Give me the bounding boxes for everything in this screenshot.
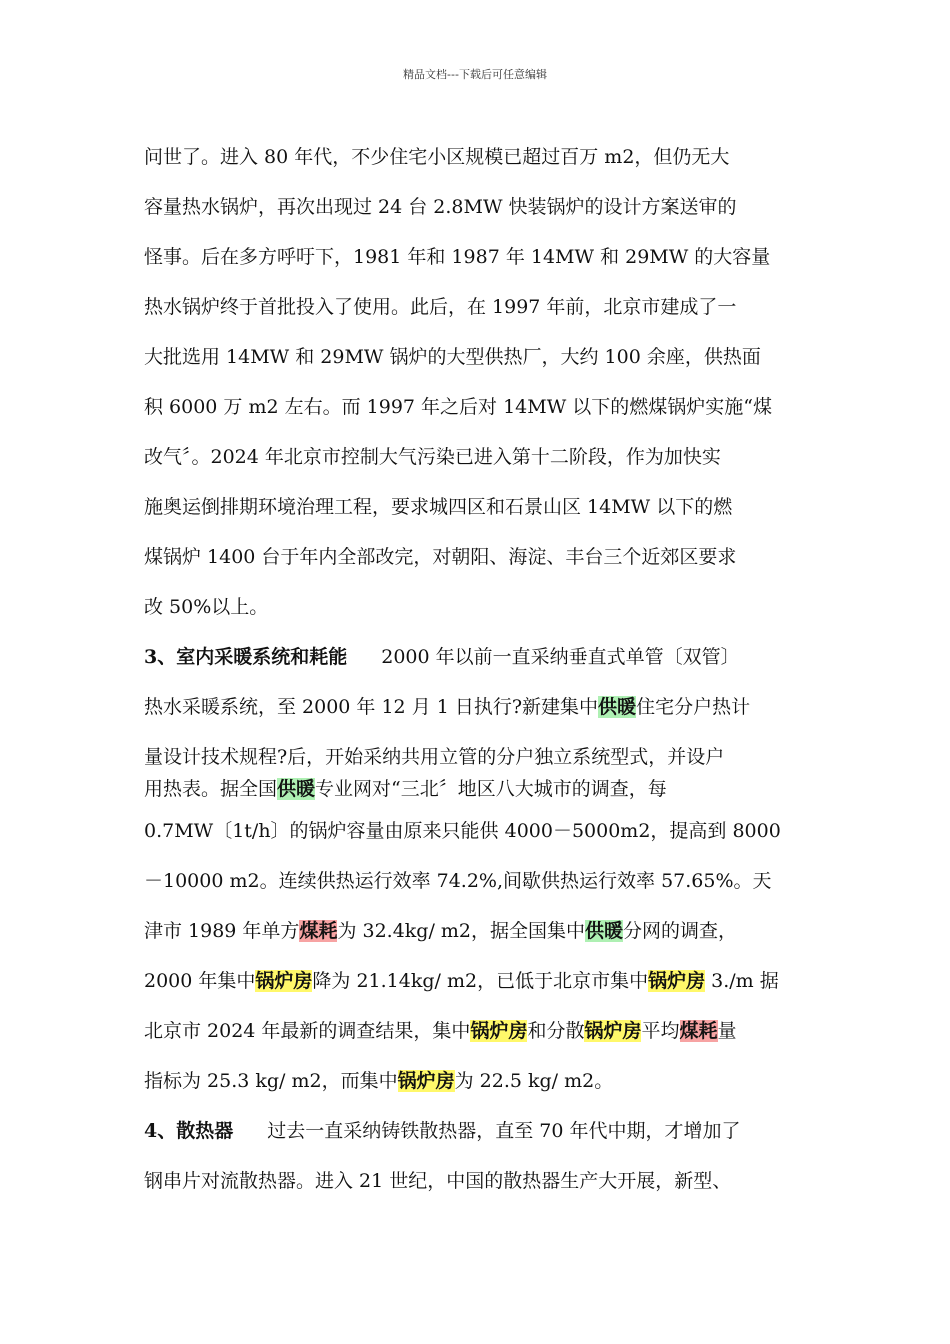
- highlight-boiler-room: 锅炉房: [470, 1020, 528, 1042]
- paragraph-line: [144, 956, 814, 1006]
- highlight-heating: 供暖: [585, 920, 624, 942]
- paragraph-line: 问世了。进入 80 年代，不少住宅小区规模已超过百万 m2，但仍无大: [144, 146, 730, 168]
- highlight-coal: 煤耗: [679, 1020, 718, 1042]
- paragraph-line: 0.7MW〔1t/h〕的锅炉容量由原来只能供 4000－5000m2，提高到 8000: [144, 820, 781, 842]
- highlight-heating: 供暖: [277, 778, 316, 800]
- highlight-boiler-room: 锅炉房: [397, 1070, 455, 1092]
- paragraph-line: 积 6000 万 m2 左右。而 1997 年之后对 14MW 以下的燃煤锅炉实施“煤: [144, 396, 773, 418]
- text-run: 津市 1989 年单方: [144, 920, 300, 942]
- text-run: 热水采暖系统，至 2000 年 12 月 1 日执行?新建集中: [144, 696, 599, 718]
- paragraph-line: [144, 682, 814, 732]
- text-run: 用热表。据全国: [144, 778, 278, 800]
- text-run: 和分散: [527, 1020, 585, 1042]
- paragraph-line: 容量热水锅炉，再次出现过 24 台 2.8MW 快装锅炉的设计方案送审的: [144, 196, 737, 218]
- text-run: 分网的调查，: [623, 920, 738, 942]
- highlight-boiler-room: 锅炉房: [648, 970, 706, 992]
- text-run: 北京市 2024 年最新的调查结果，集中: [144, 1020, 471, 1042]
- paragraph-line: [144, 906, 814, 956]
- paragraph-line: 钢串片对流散热器。进入 21 世纪，中国的散热器生产大开展，新型、: [144, 1170, 732, 1192]
- paragraph-line: 量设计技术规程?后，开始采纳共用立管的分户独立系统型式，并设户: [144, 746, 725, 768]
- paragraph-line: 改 50%以上。: [144, 596, 269, 618]
- text-run: 为 22.5 kg/ m2。: [454, 1070, 614, 1092]
- text-run: 平均: [641, 1020, 680, 1042]
- text-run: 住宅分户热计: [636, 696, 751, 718]
- text-run: 2000 年集中: [144, 970, 256, 992]
- section-4-first-line: [144, 1106, 814, 1156]
- text-run: 专业网对“三北〞地区八大城市的调查，每: [315, 778, 667, 800]
- text-run: 3./m 据: [705, 970, 779, 992]
- paragraph-line: 大批选用 14MW 和 29MW 锅炉的大型供热厂，大约 100 余座，供热面: [144, 346, 761, 368]
- text-run: 量: [717, 1020, 737, 1042]
- paragraph-line: 热水锅炉终于首批投入了使用。此后，在 1997 年前，北京市建成了一: [144, 296, 737, 318]
- text-run: 降为 21.14kg/ m2，已低于北京市集中: [312, 970, 649, 992]
- paragraph-line: [144, 1056, 814, 1106]
- section-4-heading: 4、散热器: [144, 1120, 234, 1142]
- highlight-boiler-room: 锅炉房: [584, 1020, 642, 1042]
- highlight-boiler-room: 锅炉房: [255, 970, 313, 992]
- paragraph-line: 煤锅炉 1400 台于年内全部改完，对朝阳、海淀、丰台三个近郊区要求: [144, 546, 737, 568]
- text-run: 2000 年以前一直采纳垂直式单管〔双管〕: [381, 646, 740, 668]
- text-run: 指标为 25.3 kg/ m2，而集中: [144, 1070, 398, 1092]
- highlight-heating: 供暖: [598, 696, 637, 718]
- document-body: [144, 132, 814, 1206]
- highlight-coal: 煤耗: [299, 920, 338, 942]
- text-run: 为 32.4kg/ m2，据全国集中: [337, 920, 586, 942]
- section-3-first-line: [144, 632, 814, 682]
- section-3-heading: 3、室内采暖系统和耗能: [144, 646, 348, 668]
- paragraph-line: [144, 1006, 814, 1056]
- paragraph-line: 改气〞。2024 年北京市控制大气污染已进入第十二阶段，作为加快实: [144, 446, 721, 468]
- paragraph-line: 施奥运倒排期环境治理工程，要求城四区和石景山区 14MW 以下的燃: [144, 496, 733, 518]
- text-run: 过去一直采纳铸铁散热器，直至 70 年代中期，才增加了: [267, 1120, 741, 1142]
- paragraph-line: 怪事。后在多方呼吁下，1981 年和 1987 年 14MW 和 29MW 的大容量: [144, 246, 771, 268]
- paragraph-line: －10000 m2。连续供热运行效率 74.2%,间歇供热运行效率 57.65%。天: [144, 870, 772, 892]
- page-header: 精品文档---下载后可任意编辑: [403, 68, 547, 81]
- paragraph-line: [144, 772, 814, 806]
